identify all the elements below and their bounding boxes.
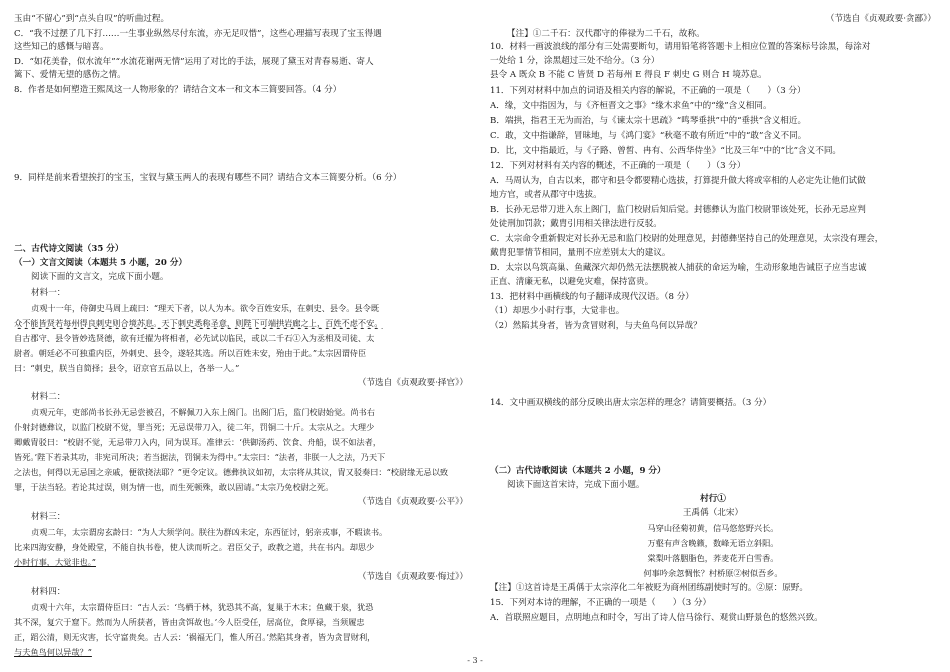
underlined-text: 小时行事，大觉非也。” <box>14 557 96 567</box>
material-2-line: 贞观元年，吏部尚书长孙无忌尝被召，不解佩刀入东上阁门。出阁门后，监门校尉始觉。尚书右 <box>31 407 375 417</box>
page-number: - 3 - <box>467 656 483 665</box>
wavy-underlined-text: 众不能皆贤若每州得良刺史则合境苏息。天下刺史悉称圣意，则陛下可端拱岩廊之上，百姓不虑不安。 <box>14 318 383 328</box>
material-3-label: 材料三： <box>31 512 66 522</box>
section-2-1-title: （一）文言文阅读（本题共 5 小题，20 分） <box>14 258 188 268</box>
material-1-line: 尉者。朝廷必不可独重内臣，外刺史、县令，遂轻其选。所以百姓未安，殆由于此。”太宗因谓侍臣 <box>14 348 367 358</box>
question-10-cont: 一处给 1 分，涂黑超过三处不给分。（3 分） <box>490 56 660 66</box>
material-1-line: 曰：“刺史，朕当自简择；县令，诏京官五品以上，各举一人。” <box>14 363 240 373</box>
material-1-line <box>14 317 468 329</box>
material-1-line: 自古郡守、县令皆妙选贤德，欲有迁擢为将相者，必先试以临民，或以二千石①入为丞相及司徒、太 <box>14 333 375 343</box>
poem-line: 棠梨叶落胭脂色，荞麦花开白雪香。 <box>647 553 779 563</box>
question-12-option-c: C．太宗命令重新假定对长孙无忌和监门校尉的处理意见，封德彝坚持自己的处理意见，太宗没有理会， <box>490 234 884 244</box>
question-13-part-1: （1）却思少小时行事，大觉非也。 <box>490 306 625 316</box>
material-4-label: 材料四： <box>31 587 66 597</box>
question-11-option-b: B．端拱，指君王无为而治，与《谏太宗十思疏》“鸣琴垂拱”中的“垂拱”含义相近。 <box>490 116 807 126</box>
material-1-label: 材料一： <box>31 288 66 298</box>
right-column <box>490 0 936 672</box>
material-2-label: 材料二： <box>31 392 66 402</box>
question-10: 10．材料一画波浪线的部分有三处需要断句，请用铅笔将答题卡上相应位置的答案标号涂黑，每涂对 <box>490 42 871 52</box>
question-10-options: 县令 A 既众 B 不能 C 皆贤 D 若每州 E 得良 F 刺史 G 则合 H 境苏息。 <box>490 70 767 80</box>
section-2-1-instructions: 阅读下面的文言文，完成下面小题。 <box>31 272 169 282</box>
material-1-source: （节选自《贞观政要·择官》） <box>357 378 468 388</box>
section-2-2-instructions: 阅读下面这首宋诗，完成下面小题。 <box>507 480 645 490</box>
question-11-option-c: C．敢，文中指谦辞，冒昧地，与《鸿门宴》“秋毫不敢有所近”中的“敢”含义不同。 <box>490 131 807 141</box>
section-2-2-title: （二）古代诗歌阅读（本题共 2 小题，9 分） <box>490 466 666 476</box>
question-9: 9．同样是前来看望挨打的宝玉，宝钗与黛玉两人的表现有哪些不同？请结合文本三简要分析。（6 分） <box>14 173 402 183</box>
material-4-line: 正，蹈公清，则无灾害，长守富贵矣。古人云：‘祸福无门，惟人所召。’然陷其身者，皆为贪冒财利， <box>14 632 376 642</box>
poem-line: 何事吟余忽惆怅？村桥原②树似吾乡。 <box>643 568 783 578</box>
q7-continuation: 玉由“不留心”到“点头自叹”的听曲过程。 <box>14 14 170 24</box>
poem-line: 万壑有声含晚籁，数峰无语立斜阳。 <box>647 538 779 548</box>
q7-option-d-cont: 篱下、爱情无望的感伤之情。 <box>14 70 126 80</box>
material-3-line: 贞观二年，太宗谓房玄龄曰：“为人大须学问。朕往为群凶未定，东西征讨，躬亲戎事，不暇读书。 <box>31 527 388 537</box>
note-1: 【注】①二千石：汉代郡守的俸禄为二千石，故称。 <box>507 29 705 39</box>
material-3-line <box>14 556 468 568</box>
question-11-option-d: D．比，文中指最近，与《子路、曾皙、冉有、公西华侍坐》“比及三年”中的“比”含义不同。 <box>490 146 842 156</box>
question-13-part-2: （2）然陷其身者，皆为贪冒财利，与夫鱼鸟何以异哉？ <box>490 321 702 331</box>
question-12-option-d: D．太宗以鸟筑高巢、鱼藏深穴却仍然无法摆脱被人捕获的命运为喻，生动形象地告诫臣子应当忠诚 <box>490 263 867 273</box>
q7-option-d: D．“如花美眷，似水流年”“水流花谢两无情”运用了对比的手法，展现了黛玉对青春易逝、寄人 <box>14 57 374 67</box>
material-4-source: （节选自《贞观政要·贪鄙》） <box>825 14 936 24</box>
material-3-line: 比来四海安静，身处殿堂，不能自执书卷，使人读而听之。君臣父子，政教之道，共在书内。却思少 <box>14 542 375 552</box>
question-12-option-d-cont: 正直、清廉无私，以避免灾难，保持富贵。 <box>490 277 654 287</box>
question-11-option-a: A．缘，文中指因为，与《齐桓晋文之事》“缘木求鱼”中的“缘”含义相同。 <box>490 101 772 111</box>
question-12-option-b-cont: 处徒刑加罚款；戴胄引用相关律法进行反驳。 <box>490 219 662 229</box>
left-column <box>14 0 468 672</box>
question-12-option-a: A．马周认为，自古以来，郡守和县令都要精心选拔，打算提升做大将或宰相的人必定先让他们试做 <box>490 176 866 186</box>
material-2-line: 皆死。’陛下若录其功，非宪司所决；若当据法，罚铜未为得中。”太宗曰：“法者，非朕一人之法，乃天下 <box>14 452 386 462</box>
poem-title: 村行① <box>700 494 726 504</box>
poem-author: 王禹偁（北宋） <box>682 508 744 518</box>
material-4-line: 其不深，复穴于窟下。然而为人所获者，皆由贪饵故也。’今人臣受任，居高位，食厚禄，当须履忠 <box>14 617 365 627</box>
material-2-source: （节选自《贞观政要·公平》） <box>357 497 468 507</box>
material-1-line: 贞观十一年，侍御史马周上疏曰：“理天下者，以人为本。欲令百姓安乐，在刺史、县令。县令既 <box>31 303 380 313</box>
material-3-source: （节选自《贞观政要·悔过》） <box>357 572 468 582</box>
question-13: 13．把材料中画横线的句子翻译成现代汉语。（8 分） <box>490 292 694 302</box>
question-12-option-a-cont: 地方官，或者从郡守中选拔。 <box>490 190 602 200</box>
question-12-option-c-cont: 戴胄犯罪情节相同，量刑不应差别太大的建议。 <box>490 248 671 258</box>
poem-line: 马穿山径菊初黄，信马悠悠野兴长。 <box>647 523 779 533</box>
question-12: 12．下列对材料有关内容的概述，不正确的一项是（ ）（3 分） <box>490 161 746 171</box>
question-15-option-a: A．首联照应题目，点明地点和时令，写出了诗人信马徐行、观赏山野景色的悠然兴致。 <box>490 613 823 623</box>
question-12-option-b: B．长孙无忌带刀进入东上阁门，监门校尉后知后觉。封德彝认为监门校尉罪该处死，长孙无忌应判 <box>490 205 866 215</box>
material-2-line: 之法也，何得以无忌国之亲戚，便欲挠法耶？”更令定议。德彝执议如初，太宗将从其议，胄又驳奏曰：“校尉缘无忌以致 <box>14 467 449 477</box>
question-8: 8．作者是如何塑造王熙凤这一人物形象的？请结合文本一和文本三简要回答。（4 分） <box>14 85 342 95</box>
q7-option-c: C．“我不过摆了几下打……一生事业纵然尽付东流，亦无足叹惜”，这些心理描写表现了宝玉得遇 <box>14 29 382 39</box>
question-15: 15．下列对本诗的理解，不正确的一项是（ ）（3 分） <box>490 598 712 608</box>
q7-option-c-cont: 这些知己的感慨与暗喜。 <box>14 42 109 52</box>
question-11: 11．下列对材料中加点的词语及相关内容的解说，不正确的一项是（ ）（3 分） <box>490 86 806 96</box>
question-14: 14．文中画双横线的部分反映出唐太宗怎样的理念？请简要概括。（3 分） <box>490 398 772 408</box>
material-2-line: 罪，于法当轻。若论其过误，则为情一也，而生死顿殊，敢以固请。”太宗乃免校尉之死。 <box>14 482 334 492</box>
material-2-line: 仆射封德彝议，以监门校尉不觉，罪当死；无忌误带刀入，徒二年，罚铜二十斤。太宗从之。大理少 <box>14 422 375 432</box>
underlined-text: 与夫鱼鸟何以异哉？” <box>14 647 92 657</box>
section-2-title: 二、古代诗文阅读（35 分） <box>14 244 124 254</box>
note-2: 【注】①这首诗是王禹偁于太宗淳化二年被贬为商州团练副使时写的。②原：原野。 <box>490 583 808 593</box>
material-2-line: 卿戴胄驳曰：“校尉不觉，无忌带刀入内，同为误耳。准律云：‘供御汤药、饮食、舟船，误不如法者， <box>14 437 382 447</box>
material-4-line: 贞观十六年，太宗谓侍臣曰：“古人云：‘鸟栖于林，犹恐其不高，复巢于木末；鱼藏于泉，犹恐 <box>31 602 374 612</box>
